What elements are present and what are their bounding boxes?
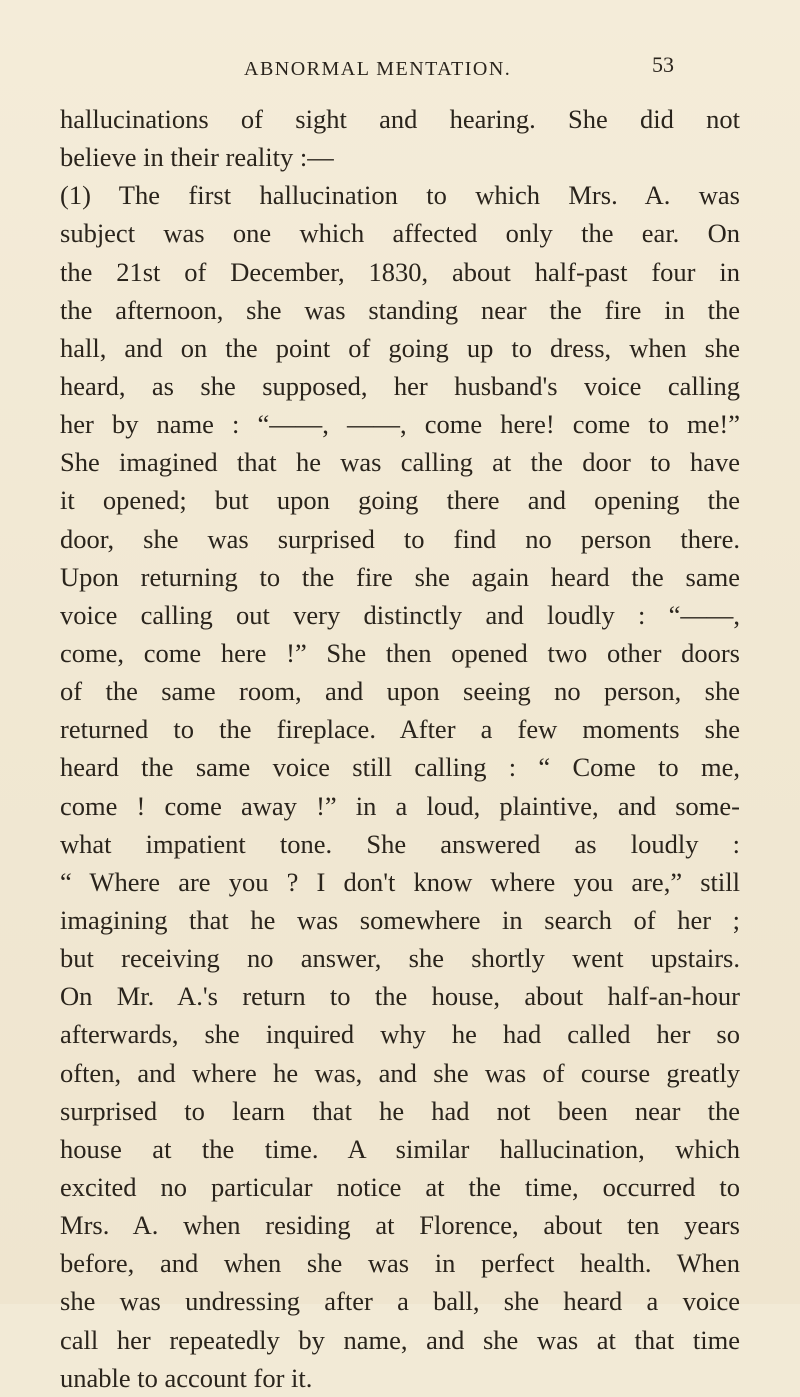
text-line: surprised to learn that he had not been near the (60, 1095, 740, 1126)
text-line: heard the same voice still calling : “ Come to me, (60, 752, 740, 783)
running-head (0, 52, 800, 82)
running-title: ABNORMAL MENTATION. (244, 58, 512, 80)
text-line: On Mr. A.'s return to the house, about half-an-hour (60, 981, 740, 1012)
text-line: what impatient tone. She answered as loudly : (60, 828, 740, 859)
text-line: believe in their reality :— (60, 142, 334, 173)
text-line: subject was one which affected only the ear. On (60, 218, 740, 249)
text-line: returned to the fireplace. After a few moments she (60, 714, 740, 745)
text-line: (1) The first hallucination to which Mrs. A. was (60, 180, 740, 211)
text-line: imagining that he was somewhere in search of her ; (60, 904, 740, 935)
text-line: but receiving no answer, she shortly went upstairs. (60, 943, 740, 974)
text-line: afterwards, she inquired why he had called her so (60, 1019, 740, 1050)
text-line: heard, as she supposed, her husband's voice calling (60, 370, 740, 401)
text-line: voice calling out very distinctly and loudly : “——, (60, 599, 740, 630)
text-line: house at the time. A similar hallucination, which (60, 1133, 740, 1164)
text-line: of the same room, and upon seeing no person, she (60, 676, 740, 707)
page-number: 53 (652, 52, 674, 77)
text-line: it opened; but upon going there and opening the (60, 485, 740, 516)
text-line: hallucinations of sight and hearing. She did not (60, 104, 740, 134)
text-line: excited no particular notice at the time, occurred to (60, 1171, 740, 1202)
body-text (60, 100, 740, 1397)
text-line: Upon returning to the fire she again heard the same (60, 561, 740, 592)
text-line: come ! come away !” in a loud, plaintive, and some- (60, 790, 740, 821)
text-line: call her repeatedly by name, and she was at that time (60, 1324, 740, 1355)
text-line: her by name : “——, ——, come here! come to me!” (60, 409, 740, 440)
text-line: “ Where are you ? I don't know where you are,” still (60, 866, 740, 897)
text-line: unable to account for it. (60, 1362, 313, 1393)
text-line: often, and where he was, and she was of course greatly (60, 1057, 740, 1088)
text-line: the 21st of December, 1830, about half-past four in (60, 256, 740, 287)
text-line: the afternoon, she was standing near the fire in the (60, 294, 740, 325)
text-line: She imagined that he was calling at the door to have (60, 447, 740, 478)
text-line: door, she was surprised to find no person there. (60, 523, 740, 554)
text-line: come, come here !” She then opened two other doors (60, 637, 740, 668)
text-line: before, and when she was in perfect health. When (60, 1248, 740, 1279)
text-line: hall, and on the point of going up to dress, when she (60, 332, 740, 363)
text-line: she was undressing after a ball, she heard a voice (60, 1286, 740, 1317)
text-line: Mrs. A. when residing at Florence, about ten years (60, 1210, 740, 1241)
